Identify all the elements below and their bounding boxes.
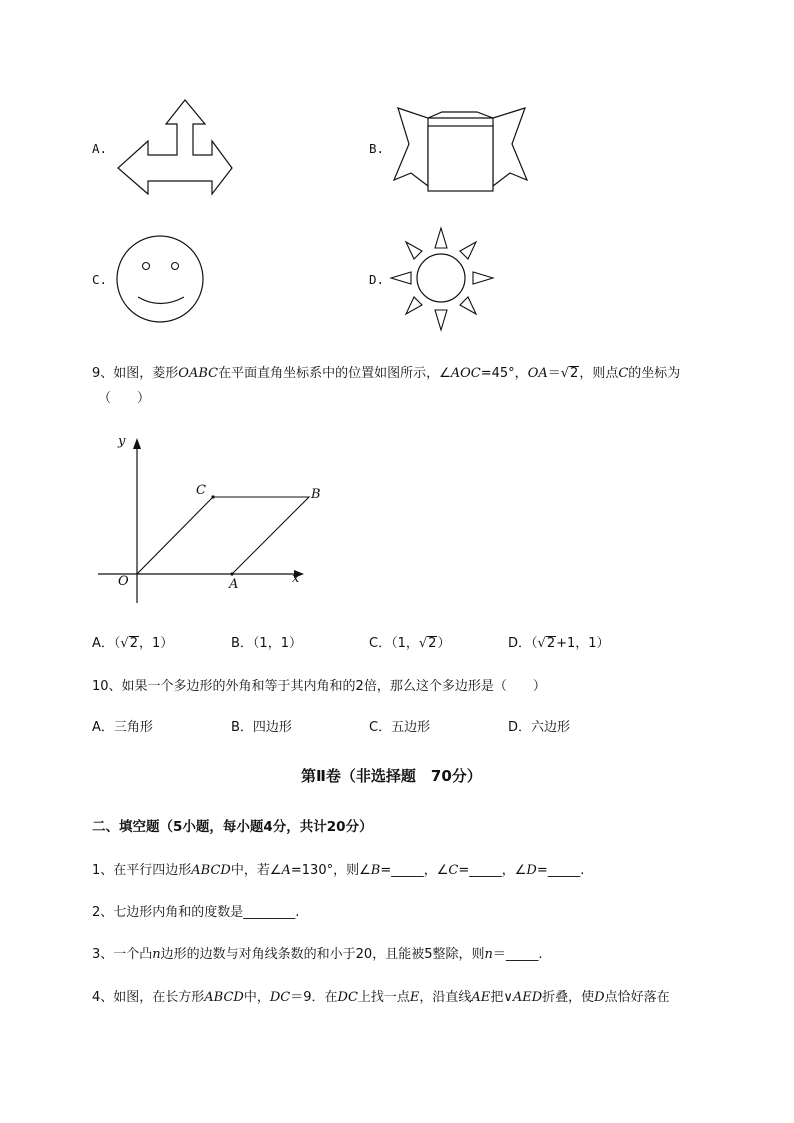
option-b-label: B. xyxy=(369,141,385,156)
q10-option-c[interactable]: C．五边形 xyxy=(369,720,431,735)
option-c-label: C. xyxy=(92,272,108,287)
q9-option-a[interactable]: A．（√2，1） xyxy=(92,636,174,651)
graph-origin-label: O xyxy=(118,574,129,589)
q9-option-d[interactable]: D．（√2+1，1） xyxy=(508,636,610,651)
fill-question-2: 2、七边形内角和的度数是________. xyxy=(92,905,300,920)
option-a-label: A. xyxy=(92,141,108,156)
question-9-paren: （ ） xyxy=(98,391,151,406)
q9-option-c[interactable]: C．（1，√2） xyxy=(369,636,451,651)
q9-option-b[interactable]: B．（1，1） xyxy=(231,636,302,651)
question-9-text: 9、如图，菱形OABC在平面直角坐标系中的位置如图所示，∠AOC=45°，OA＝√2，则点C的坐标为 xyxy=(92,366,681,381)
graph-y-label: y xyxy=(118,434,126,449)
graph-point-a-label: A xyxy=(229,577,239,592)
section-fill-in-heading: 二、填空题（5小题，每小题4分，共计20分） xyxy=(92,819,373,835)
fill-question-1: 1、在平行四边形ABCD中，若∠A=130°，则∠B=_____，∠C=_____，∠D=_____. xyxy=(92,863,585,878)
graph-point-b-label: B xyxy=(311,487,321,502)
option-d-label: D. xyxy=(369,272,385,287)
part-2-title: 第Ⅱ卷（非选择题 70分） xyxy=(301,767,482,785)
fill-question-3: 3、一个凸n边形的边数与对角线条数的和小于20，且能被5整除，则n＝_____. xyxy=(92,947,543,962)
graph-point-c-label: C xyxy=(196,483,206,498)
q10-option-a[interactable]: A．三角形 xyxy=(92,720,153,735)
question-10-text: 10、如果一个多边形的外角和等于其内角和的2倍，那么这个多边形是（ ） xyxy=(92,679,546,694)
q10-option-d[interactable]: D．六边形 xyxy=(508,720,571,735)
q10-option-b[interactable]: B．四边形 xyxy=(231,720,292,735)
graph-x-label: x xyxy=(292,571,300,586)
fill-question-4: 4、如图，在长方形ABCD中，DC＝9．在DC上找一点E，沿直线AE把∨AED折叠，使D点恰好落在 xyxy=(92,990,670,1005)
